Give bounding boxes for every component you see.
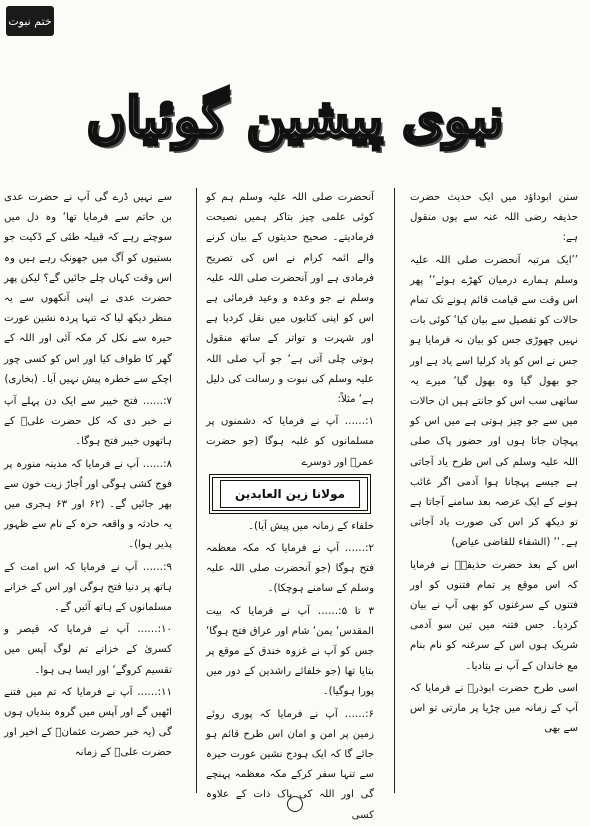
article-title: نبوی پیشین گوئیاں [86,85,504,149]
paragraph: ’’ایک مرتبہ آنحضرت صلی اللہ علیہ وسلم ہمارے درمیان کھڑے ہوئے‘‘ پھر اس وقت سے قیامت قائم ہونے تک تمام حالات کو تفصیل سے بیان کیا‘ کوئی بات نہیں چھوڑی جس کو بیان نہ فرمایا ہو جس نے اس کو یاد کرلیا اسے یاد ہے اور جو بھول گیا وہ بھول گیا‘ میرے یہ ساتھی سب اس کو جانتے ہیں ان حالات میں سے جو چیز ہوتی ہے میں اس کو پہچان جاتا ہوں اور حضور پاک صلی اللہ علیہ وسلم کی اس طرح یاد آجاتی ہے جیسے پہچانا ہوا آدمی اگر غائب ہونے کے ایک عرصہ بعد سامنے آجاتا ہے تو دیکھ کر اس کی صورت یاد آجاتی ہے۔‘‘ (الشفاء للقاضی عیاض) [410,254,578,549]
paragraph: ۲:…… آپ نے فرمایا کہ مکہ معظمہ فتح ہوگا (جو آنحضرت صلی اللہ علیہ وسلم کے سامنے ہوچکا)۔ [206,543,374,595]
paragraph: ۹:…… آپ نے فرمایا کہ اس امت کے ہاتھ پر دنیا فتح ہوگی اور اس کے خزانے مسلمانوں کے ہاتھ آئیں گے۔ [4,561,172,614]
paragraph: ۱۱:…… آپ نے فرمایا کہ تم میں فتنے اٹھیں گے اور آپس میں گروہ بندیاں ہوں گی (یہ خبر حضرت عثمانؓ کے اخیر اور حضرت علیؓ کے زمانہ [4,686,172,759]
text-column-left [4,188,172,793]
paragraph: خلفاء کے زمانہ میں پیش آیا)۔ [248,520,374,532]
section-badge: ختم نبوت [6,6,54,36]
paragraph: سنن ابوداؤد میں ایک حدیث حضرت حذیفہ رضی اللہ عنہ سے یوں منقول ہے: [410,192,578,244]
paragraph: ۸:…… آپ نے فرمایا کہ مدینہ منورہ پر فوج کشی ہوگی اور اُجاڑ زیت خون سے بھر جائیں گے۔ (۶۲ اور ۶۳ ہجری میں یہ حادثہ و واقعہ حرہ کے نام سے ظہور پذیر ہوا)۔ [4,458,172,551]
paragraph: ۶:…… آپ نے فرمایا کہ پوری روئے زمین پر امن و امان اس طرح قائم ہو جائے گا کہ ایک ہودج نشین عورت حیرہ سے تنہا سفر کرکے مکہ معظمہ پہنچے گی اور اللہ کی پاک ذات کے علاوہ کسی [206,708,374,821]
paragraph: اسی طرح حضرت ابوذرؓ نے فرمایا کہ آپ کے زمانہ میں چڑیا پر مارتی تو اس سے بھی [410,682,578,735]
author-box [212,477,368,511]
paragraph: ۱:…… آپ نے فرمایا کہ دشمنوں پر مسلمانوں کو غلبہ ہوگا (جو حضرت عمرؓ اور دوسرے [206,416,374,468]
paragraph: ۱۰:…… آپ نے فرمایا کہ قیصر و کسریٰ کے خزانے تم لوگ آپس میں تقسیم کروگے‘ اور ایسا ہی ہوا۔ [4,624,172,676]
paragraph: سے نہیں ڈرے گی آپ نے حضرت عدی بن حاتم سے فرمایا تھا‘ وہ دل میں سوچتے رہے کہ قبیلہ طئی کے ڈکیت جو بستیوں کو آگ میں جھونک رہے ہیں وہ اس وقت کہاں چلے جائیں گے؟ لیکن پھر حضرت عدی نے اپنی آنکھوں سے یہ منظر دیکھ لیا کہ تنہا پردہ نشین عورت حیرہ سے نکل کر مکہ آئی اور اللہ کے گھر کا طواف کیا اور اس کو کسی چور اچکے سے خطرہ پیش نہیں آیا۔ (بخاری) [4,192,172,385]
paragraph: ۷:…… فتح خیبر سے ایک دن پہلے آپ نے خبر دی کہ کل حضرت علیؓ کے ہاتھوں خیبر فتح ہوگا۔ [4,396,172,448]
column-divider [196,188,197,793]
text-column-right [410,188,578,793]
paragraph: ۳ تا ۵:…… آپ نے فرمایا کہ بیت المقدس‘ یمن‘ شام اور عراق فتح ہوگا‘ جس کو آپ نے غزوہ خندق کے موقع پر بتایا تھا (جو خلفائے راشدین کے دور میں پورا ہوگیا)۔ [206,605,374,698]
title-banner [60,78,530,156]
author-name: مولانا زین العابدین [220,480,360,508]
paragraph: اس کے بعد حضرت حذیفہؓ نے فرمایا کہ اس موقع پر تمام فتنوں کو اور فتنوں کے سرغنوں کو بھی آپ نے بیان کردیا۔ جس فتنہ میں تین سو آدمی شریک ہوں اس کے سرغنہ کو نام بنام مع خاندان کے آپ نے بتادیا۔ [410,559,578,672]
column-divider [394,188,395,793]
text-column-middle [206,188,374,821]
page-number-circle [287,796,303,812]
paragraph: آنحضرت صلی اللہ علیہ وسلم ہم کو کوئی علمی چیز بتاکر ہمیں نصیحت فرمادیتے۔ صحیح حدیثوں کے بیان کرنے والے ائمہ کرام نے اس کی تصریح فرمادی ہے اور آنحضرت صلی اللہ علیہ وسلم نے جو وعدہ و وعید فرمائی ہے اس کو اپنی کتابوں میں نقل کردیا ہے اور شہرت و تواتر کے ساتھ منقول ہوتی چلی آتی ہے‘ جو آپ صلی اللہ علیہ وسلم کی نبوت و رسالت کی دلیل ہے‘ مثلاً: [206,192,374,406]
